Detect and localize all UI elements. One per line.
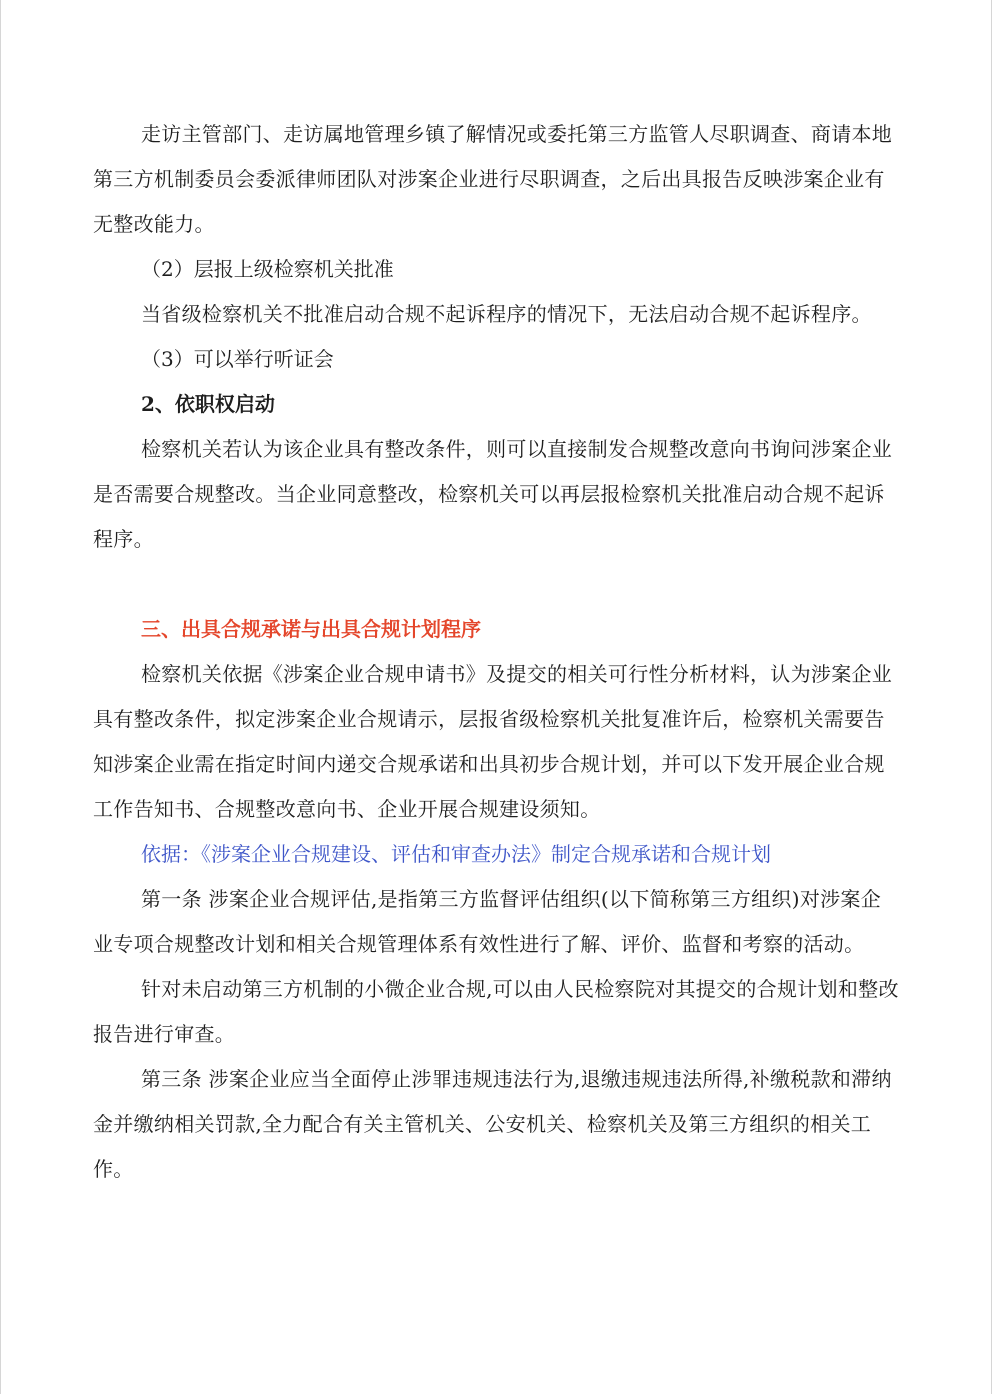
- basis-line: 依据：《涉案企业合规建设、评估和审查办法》制定合规承诺和合规计划: [141, 842, 771, 866]
- paragraph-ex-officio: 检察机关若认为该企业具有整改条件，则可以直接制发合规整改意向书询问涉案企业是否需要合规整改。当企业同意整改，检察机关可以再层报检察机关批准启动合规不起诉程序。: [93, 437, 893, 551]
- paragraph-procedure: 检察机关依据《涉案企业合规申请书》及提交的相关可行性分析材料，认为涉案企业具有整改条件，拟定涉案企业合规请示，层报省级检察机关批复准许后，检察机关需要告知涉案企业需在指定时间内递交合规承诺和出具初步合规计划，并可以下发开展企业合规工作告知书、合规整改意向书、企业开展合规建设须知。: [93, 662, 893, 821]
- paragraph-article-1: 第一条 涉案企业合规评估,是指第三方监督评估组织(以下简称第三方组织)对涉案企业专项合规整改计划和相关合规管理体系有效性进行了解、评价、监督和考察的活动。: [93, 887, 882, 956]
- list-item-report-approval: （2）层报上级检察机关批准: [141, 257, 394, 281]
- paragraph-article-3: 第三条 涉案企业应当全面停止涉罪违规违法行为,退缴违规违法所得,补缴税款和滞纳金并缴纳相关罚款,全力配合有关主管机关、公安机关、检察机关及第三方组织的相关工作。: [93, 1067, 892, 1181]
- paragraph-approval: 当省级检察机关不批准启动合规不起诉程序的情况下，无法启动合规不起诉程序。: [141, 302, 872, 326]
- list-item-hearing: （3）可以举行听证会: [141, 347, 334, 371]
- paragraph-small-enterprise: 针对未启动第三方机制的小微企业合规,可以由人民检察院对其提交的合规计划和整改报告进行审查。: [93, 977, 899, 1046]
- paragraph-investigation: 走访主管部门、走访属地管理乡镇了解情况或委托第三方监管人尽职调查、商请本地第三方机制委员会委派律师团队对涉案企业进行尽职调查，之后出具报告反映涉案企业有无整改能力。: [93, 122, 893, 236]
- document-body: [93, 112, 901, 1192]
- subheading-ex-officio: 2、依职权启动: [141, 392, 275, 416]
- section-title: 三、出具合规承诺与出具合规计划程序: [141, 617, 481, 641]
